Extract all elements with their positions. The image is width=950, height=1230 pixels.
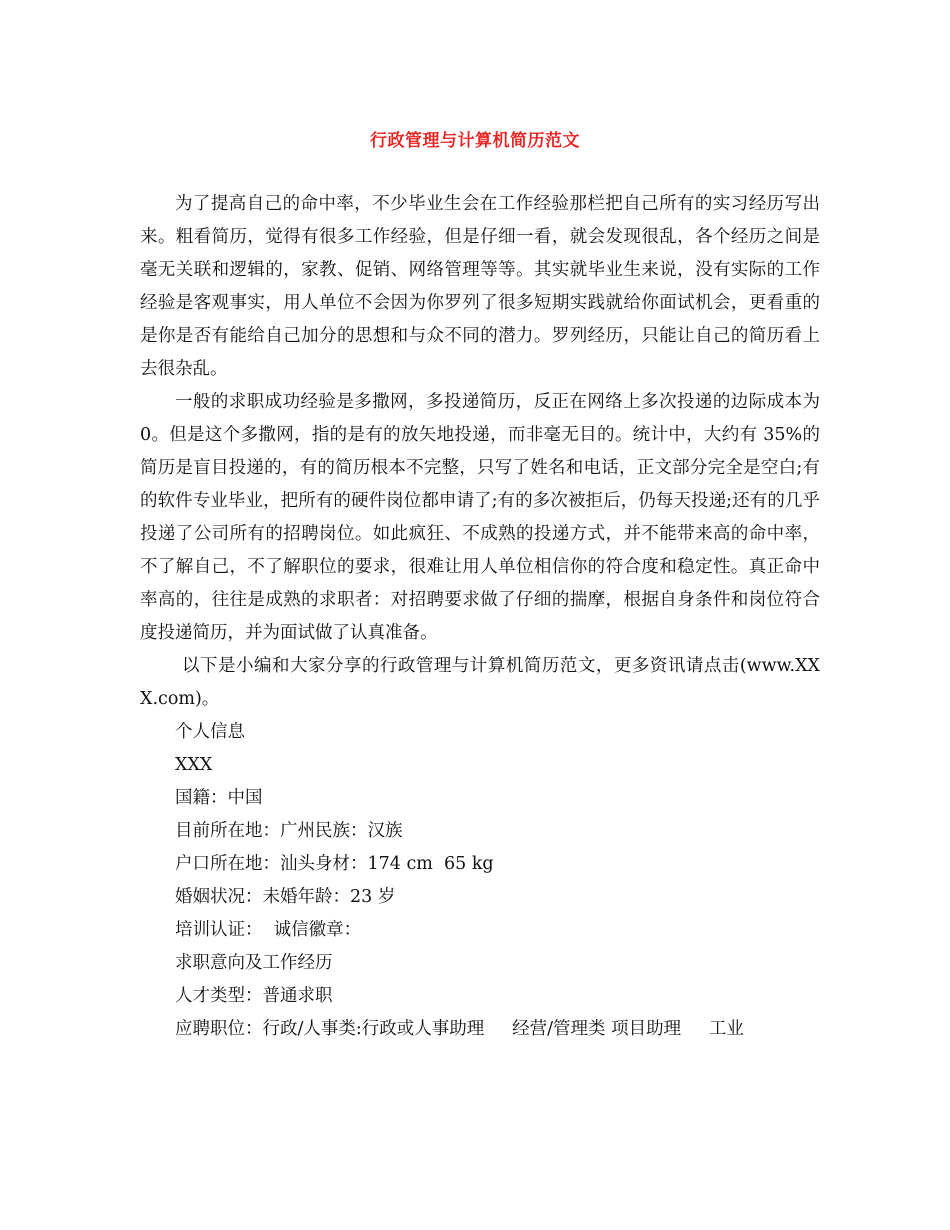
paragraph-intro: 为了提高自己的命中率，不少毕业生会在工作经验那栏把自己所有的实习经历写出来。粗看简历，觉得有很多工作经验，但是仔细一看，就会发现很乱，各个经历之间是毫无关联和逻辑的，家教、促销、网络管理等等。其实就毕业生来说，没有实际的工作经验是客观事实，用人单位不会因为你罗列了很多短期实践就给你面试机会，更看重的是你是否有能给自己加分的思想和与众不同的潜力。罗列经历，只能让自己的简历看上去很杂乱。 — [140, 194, 820, 379]
marital-age-line: 婚姻状况：未婚年龄：23 岁 — [175, 887, 396, 907]
document-body — [140, 188, 820, 1046]
household-body-line: 户口所在地：汕头身材：174 cm 65 kg — [175, 854, 494, 874]
paragraph-advice: 一般的求职成功经验是多撒网，多投递简历，反正在网络上多次投递的边际成本为0。但是这个多撒网，指的是有的放矢地投递，而非毫无目的。统计中，大约有 35%的简历是盲目投递的，有的简历根本不完整，只写了姓名和电话，正文部分完全是空白;有的软件专业毕业，把所有的硬件岗位都申请了;有的多次被拒后，仍每天投递;还有的几乎投递了公司所有的招聘岗位。如此疯狂、不成熟的投递方式，并不能带来高的命中率，不了解自己，不了解职位的要求，很难让用人单位相信你的符合度和稳定性。真正命中率高的，往往是成熟的求职者：对招聘要求做了仔细的揣摩，根据自身条件和岗位符合度投递简历，并为面试做了认真准备。 — [140, 392, 820, 643]
location-ethnicity-line: 目前所在地：广州民族：汉族 — [175, 821, 403, 841]
nationality-line: 国籍：中国 — [175, 788, 263, 808]
section-heading-personal-info: 个人信息 — [175, 722, 245, 742]
section-heading-job-intent: 求职意向及工作经历 — [175, 953, 333, 973]
name-line: XXX — [175, 755, 213, 775]
certification-line: 培训认证： 诚信徽章： — [175, 920, 362, 940]
talent-type-line: 人才类型：普通求职 — [175, 986, 333, 1006]
applied-position-line: 应聘职位：行政/人事类:行政或人事助理 经营/管理类 项目助理 工业 — [175, 1019, 744, 1039]
document-title: 行政管理与计算机简历范文 — [370, 131, 580, 151]
paragraph-share: 以下是小编和大家分享的行政管理与计算机简历范文，更多资讯请点击(www.XXX.com)。 — [140, 656, 820, 709]
